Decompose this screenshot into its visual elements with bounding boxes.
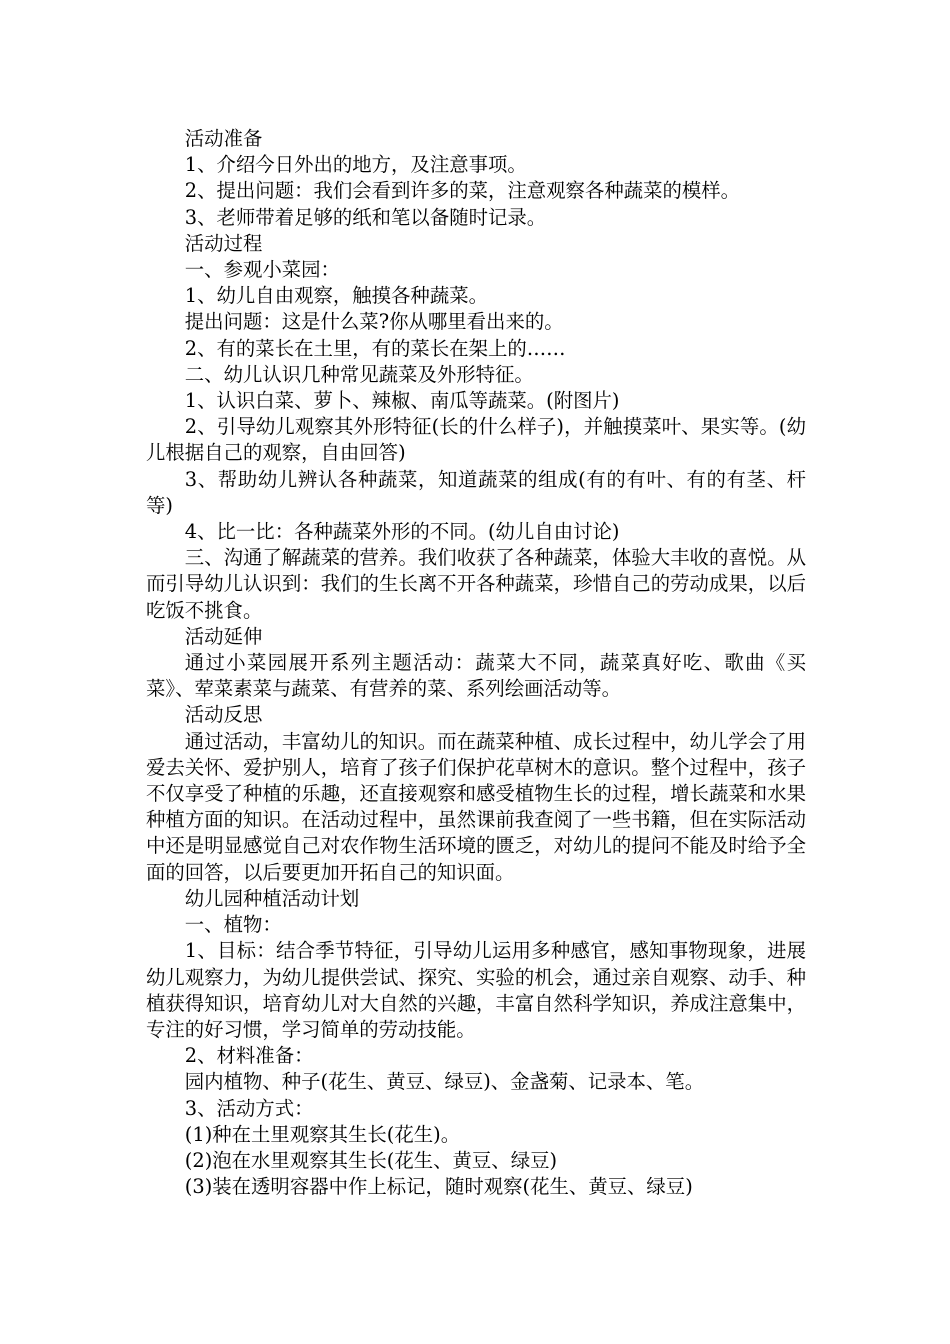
list-item: (2)泡在水里观察其生长(花生、黄豆、绿豆) <box>184 1148 558 1172</box>
paragraph: 一、参观小菜园： <box>184 258 340 282</box>
paragraph: 4、比一比：各种蔬菜外形的不同。(幼儿自由讨论) <box>184 520 620 544</box>
paragraph: 1、幼儿自由观察，触摸各种蔬菜。 <box>184 284 488 308</box>
paragraph: 3、老师带着足够的纸和笔以备随时记录。 <box>184 205 547 229</box>
heading-activity-process: 活动过程 <box>184 231 263 255</box>
list-item: (3)装在透明容器中作上标记，随时观察(花生、黄豆、绿豆) <box>184 1175 693 1199</box>
paragraph: 1、介绍今日外出的地方，及注意事项。 <box>184 153 527 177</box>
paragraph: 1、目标：结合季节特征，引导幼儿运用多种感官，感知事物现象，进展幼儿观察力，为幼儿提供尝试、探究、实验的机会，通过亲自观察、动手、种植获得知识，培育幼儿对大自然的兴趣，丰富自然科学知识，养成注意集中，专注的好习惯，学习简单的劳动技能。 <box>146 939 806 1041</box>
paragraph: 通过小菜园展开系列主题活动：蔬菜大不同，蔬菜真好吃、歌曲《买菜》、荤菜素菜与蔬菜、有营养的菜、系列绘画活动等。 <box>146 651 806 701</box>
paragraph: 2、材料准备： <box>184 1044 314 1068</box>
paragraph: 一、植物： <box>184 913 282 937</box>
paragraph: 二、幼儿认识几种常见蔬菜及外形特征。 <box>184 362 534 386</box>
paragraph: 2、有的菜长在土里，有的菜长在架上的…… <box>184 336 566 360</box>
paragraph: 提出问题：这是什么菜?你从哪里看出来的。 <box>184 310 564 334</box>
paragraph: 3、帮助幼儿辨认各种蔬菜，知道蔬菜的组成(有的有叶、有的有茎、杆等) <box>146 467 806 517</box>
document-body <box>146 126 806 1200</box>
heading-activity-prep: 活动准备 <box>184 127 263 150</box>
paragraph: 2、引导幼儿观察其外形特征(长的什么样子)，并触摸菜叶、果实等。(幼儿根据自己的观察，自由回答) <box>146 415 806 465</box>
paragraph: 通过活动，丰富幼儿的知识。而在蔬菜种植、成长过程中，幼儿学会了用爱去关怀、爱护别人，培育了孩子们保护花草树木的意识。整个过程中，孩子不仅享受了种植的乐趣，还直接观察和感受植物生长的过程，增长蔬菜和水果种植方面的知识。在活动过程中，虽然课前我查阅了一些书籍，但在实际活动中还是明显感觉自己对农作物生活环境的匮乏，对幼儿的提问不能及时给予全面的回答，以后要更加开拓自己的知识面。 <box>146 729 806 884</box>
paragraph: 三、沟通了解蔬菜的营养。我们收获了各种蔬菜，体验大丰收的喜悦。从而引导幼儿认识到：我们的生长离不开各种蔬菜，珍惜自己的劳动成果，以后吃饭不挑食。 <box>146 546 806 622</box>
paragraph: 1、认识白菜、萝卜、辣椒、南瓜等蔬菜。(附图片) <box>184 389 620 413</box>
heading-planting-plan: 幼儿园种植活动计划 <box>184 886 360 910</box>
paragraph: 园内植物、种子(花生、黄豆、绿豆)、金盏菊、记录本、笔。 <box>184 1070 705 1094</box>
heading-activity-reflection: 活动反思 <box>184 703 263 727</box>
paragraph: 3、活动方式： <box>184 1096 314 1120</box>
heading-activity-extension: 活动延伸 <box>184 624 263 648</box>
paragraph: 2、提出问题：我们会看到许多的菜，注意观察各种蔬菜的模样。 <box>184 179 741 203</box>
list-item: (1)种在土里观察其生长(花生)。 <box>184 1122 461 1146</box>
